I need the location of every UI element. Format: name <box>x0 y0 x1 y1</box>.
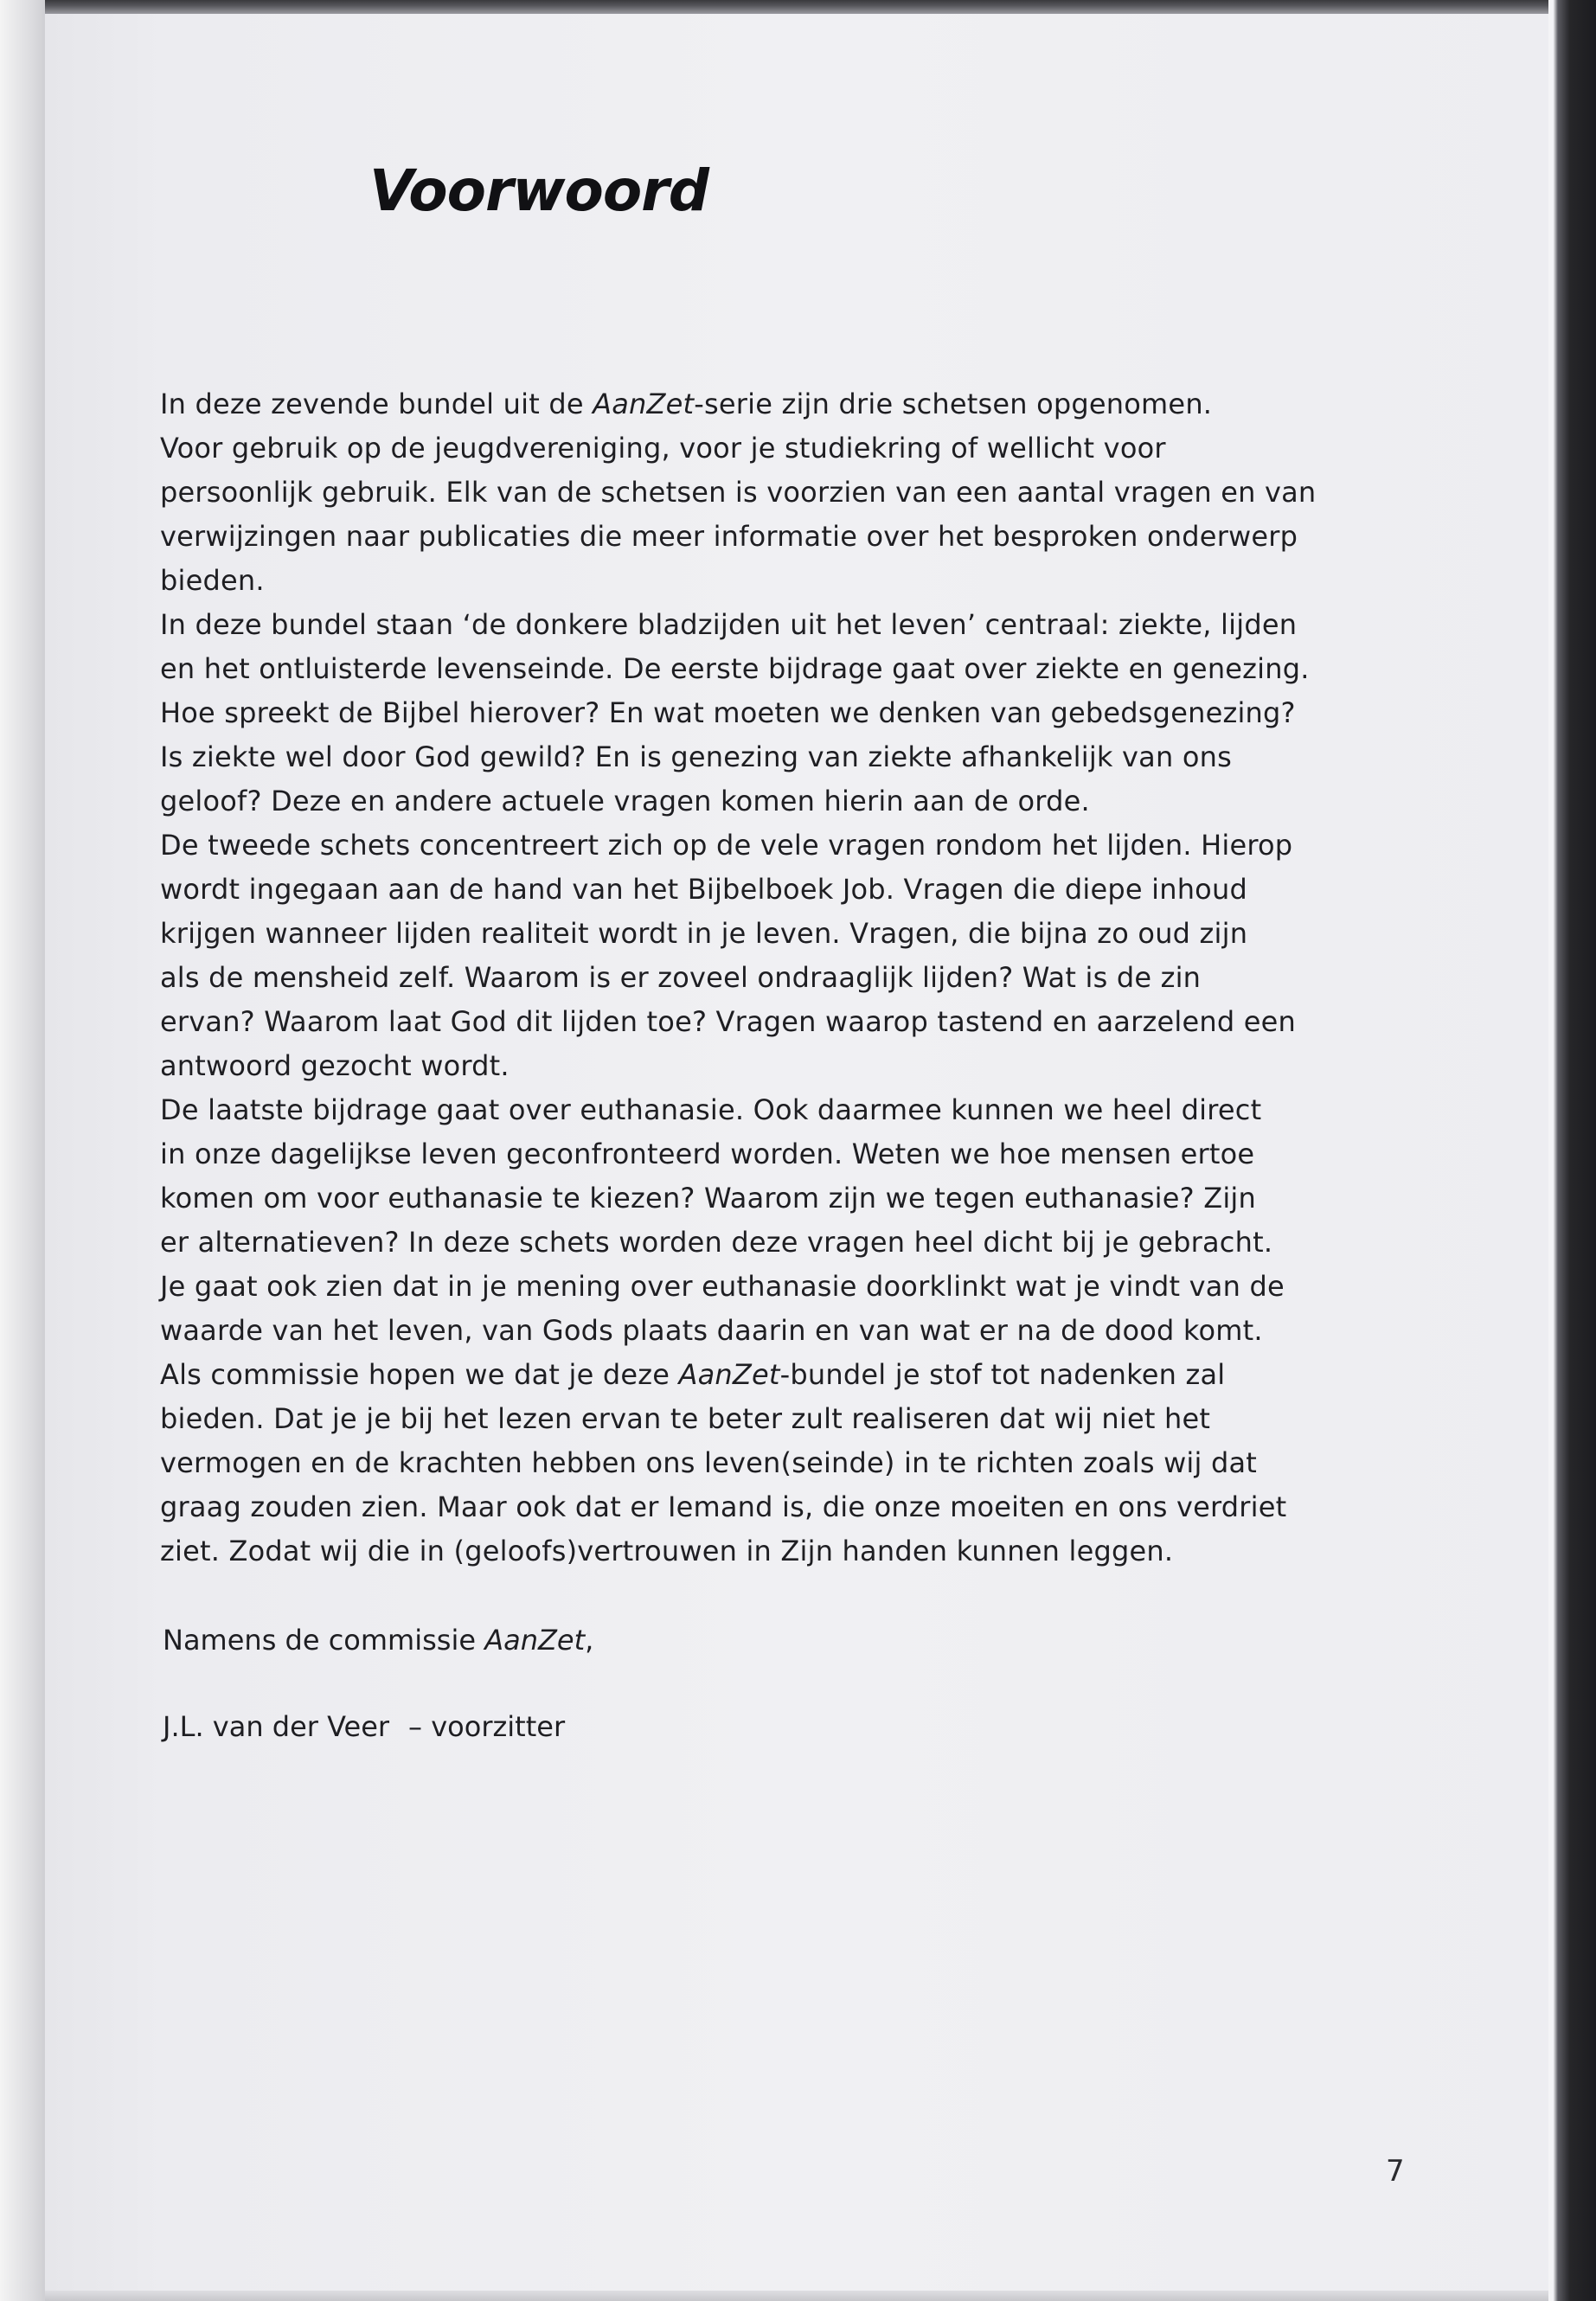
text-line: en het ontluisterde levenseinde. De eerste bijdrage gaat over ziekte en genezing. <box>160 652 1310 685</box>
text-line: De laatste bijdrage gaat over euthanasie. Ook daarmee kunnen we heel direct <box>160 1093 1262 1126</box>
page-edge-bottom <box>45 2291 1548 2301</box>
text-line: waarde van het leven, van Gods plaats daarin en van wat er na de dood komt. <box>160 1314 1263 1347</box>
text-line: bieden. <box>160 564 265 597</box>
text-line <box>160 1353 1336 1397</box>
text-line: In deze bundel staan ‘de donkere bladzijden uit het leven’ centraal: ziekte, lijden <box>160 608 1298 641</box>
text-line: graag zouden zien. Maar ook dat er Iemand is, die onze moeiten en ons verdriet <box>160 1490 1287 1523</box>
text-line-segment: -serie zijn drie schetsen opgenomen. <box>694 388 1213 420</box>
page-number: 7 <box>1386 2154 1405 2189</box>
closing-suffix: , <box>585 1624 594 1657</box>
page-gutter-left <box>0 0 45 2301</box>
text-line: De tweede schets concentreert zich op de vele vragen rondom het lijden. Hierop <box>160 829 1293 862</box>
signature-role: – voorzitter <box>408 1710 566 1743</box>
text-line: komen om voor euthanasie te kiezen? Waarom zijn we tegen euthanasie? Zijn <box>160 1182 1257 1215</box>
text-line: ervan? Waarom laat God dit lijden toe? Vragen waarop tastend en aarzelend een <box>160 1005 1296 1038</box>
text-line: geloof? Deze en andere actuele vragen komen hierin aan de orde. <box>160 785 1090 817</box>
text-line <box>160 382 1336 426</box>
text-line: er alternatieven? In deze schets worden deze vragen heel dicht bij je gebracht. <box>160 1226 1273 1259</box>
text-line: Hoe spreekt de Bijbel hierover? En wat moeten we denken van gebedsgenezing? <box>160 696 1296 729</box>
text-line: vermogen en de krachten hebben ons leven(seinde) in te richten zoals wij dat <box>160 1446 1258 1479</box>
text-line: antwoord gezocht wordt. <box>160 1049 510 1082</box>
book-page <box>45 14 1548 2291</box>
page-edge-top <box>45 0 1550 14</box>
book-edge-right <box>1548 0 1596 2301</box>
closing-series-name: AanZet <box>484 1624 586 1657</box>
text-line: ziet. Zodat wij die in (geloofs)vertrouwen in Zijn handen kunnen leggen. <box>160 1535 1174 1567</box>
closing-line <box>163 1618 593 1663</box>
text-line-segment: Als commissie hopen we dat je deze <box>160 1358 679 1391</box>
text-line: Is ziekte wel door God gewild? En is genezing van ziekte afhankelijk van ons <box>160 740 1232 773</box>
text-line: Je gaat ook zien dat in je mening over euthanasie doorklinkt wat je vindt van de <box>160 1270 1285 1303</box>
text-line: krijgen wanneer lijden realiteit wordt in je leven. Vragen, die bijna zo oud zijn <box>160 917 1248 950</box>
text-line: Voor gebruik op de jeugdvereniging, voor je studiekring of wellicht voor <box>160 432 1166 465</box>
text-line: wordt ingegaan aan de hand van het Bijbelboek Job. Vragen die diepe inhoud <box>160 873 1247 906</box>
text-line: verwijzingen naar publicaties die meer informatie over het besproken onderwerp <box>160 520 1298 553</box>
text-line-segment: -bundel je stof tot nadenken zal <box>779 1358 1226 1391</box>
text-line: bieden. Dat je je bij het lezen ervan te beter zult realiseren dat wij niet het <box>160 1402 1211 1435</box>
signature-line <box>163 1705 565 1749</box>
series-name-italic: AanZet <box>678 1358 780 1391</box>
foreword-body <box>160 382 1336 1574</box>
series-name-italic: AanZet <box>593 388 695 420</box>
text-line: persoonlijk gebruik. Elk van de schetsen is voorzien van een aantal vragen en van <box>160 476 1317 509</box>
closing-prefix: Namens de commissie <box>163 1624 485 1657</box>
text-line: als de mensheid zelf. Waarom is er zoveel ondraaglijk lijden? Wat is de zin <box>160 961 1202 994</box>
text-line: in onze dagelijkse leven geconfronteerd worden. Weten we hoe mensen ertoe <box>160 1138 1255 1170</box>
text-line-segment: In deze zevende bundel uit de <box>160 388 593 420</box>
page-title: Voorwoord <box>369 157 708 224</box>
signature-name: J.L. van der Veer <box>163 1710 390 1743</box>
